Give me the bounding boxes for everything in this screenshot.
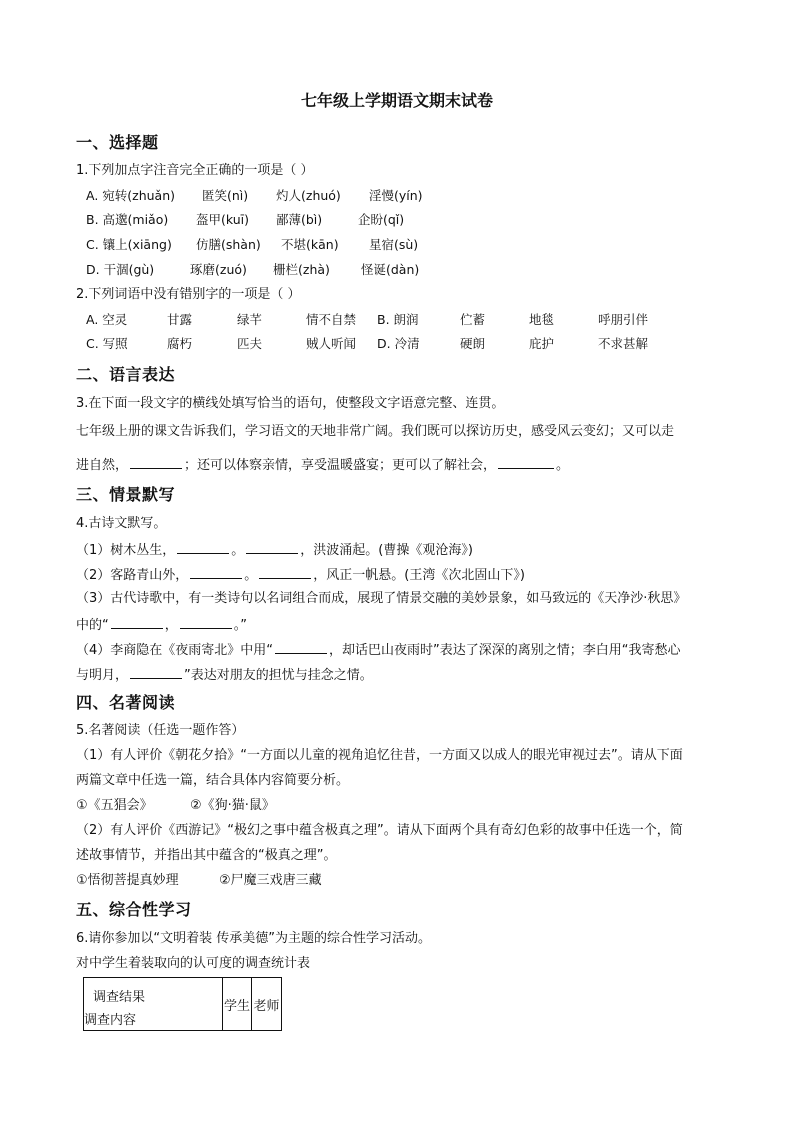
q5-line: （2）有人评价《西游记》“极幻之事中蕴含极真之理”。请从下面两个具有奇幻色彩的故事中任选一个，简	[76, 823, 683, 838]
q2-option: 贼人听闻	[306, 336, 357, 351]
q5-stem: 5.名著阅读（任选一题作答）	[76, 723, 245, 738]
q4-text: ，	[164, 618, 178, 633]
q2-option: 情不自禁	[306, 312, 357, 327]
answer-blank[interactable]	[275, 641, 327, 654]
q1-option: 淫慢(yín)	[369, 188, 423, 203]
q3-paragraph-line	[76, 456, 569, 474]
table-header-students: 学生	[223, 978, 252, 1031]
q5-choice: ①《五猖会》	[76, 798, 153, 813]
q3-text: 。	[556, 458, 570, 473]
q4-line	[76, 566, 525, 584]
q2-option: C. 写照	[86, 336, 128, 351]
answer-blank[interactable]	[111, 616, 163, 629]
q2-option: 匹夫	[237, 336, 263, 351]
q4-line	[76, 616, 247, 634]
q2-option: 庇护	[529, 336, 555, 351]
q5-line: 两篇文章中任选一篇，结合具体内容简要分析。	[76, 773, 350, 788]
q4-text: （1）树木丛生，	[76, 543, 176, 558]
survey-table	[83, 977, 282, 1031]
section-heading-comprehensive: 五、综合性学习	[76, 900, 192, 919]
q2-stem: 2.下列词语中没有错别字的一项是（ ）	[76, 287, 301, 302]
section-heading-expression: 二、语言表达	[76, 365, 176, 384]
q2-option: 不求甚解	[598, 336, 649, 351]
q1-option: 匿笑(nì)	[202, 188, 249, 203]
q4-text: （2）客路青山外，	[76, 568, 189, 583]
q1-option: 琢磨(zuó)	[190, 262, 247, 277]
q2-option: 腐朽	[167, 336, 193, 351]
section-heading-classics: 四、名著阅读	[76, 693, 176, 712]
q4-text: ，却话巴山夜雨时”表达了深深的离别之情；李白用“我寄愁心	[329, 643, 681, 658]
table-caption: 对中学生着装取向的认可度的调查统计表	[76, 956, 311, 971]
q5-choice: ②《狗·猫·鼠》	[190, 798, 275, 813]
section-heading-choice: 一、选择题	[76, 133, 159, 152]
q5-line: 述故事情节，并指出其中蕴含的“极真之理”。	[76, 848, 337, 863]
answer-blank[interactable]	[177, 541, 229, 554]
q4-line: （3）古代诗歌中，有一类诗句以名词组合而成，展现了情景交融的美妙景象，如马致远的《天净沙·秋思》	[76, 591, 687, 606]
q2-option: 地毯	[529, 312, 555, 327]
q1-option: 盔甲(kuī)	[196, 212, 250, 227]
answer-blank[interactable]	[180, 616, 232, 629]
answer-blank[interactable]	[130, 666, 182, 679]
q4-line	[76, 541, 473, 559]
q3-text: 进自然，	[76, 458, 129, 473]
q5-line: （1）有人评价《朝花夕拾》“一方面以儿童的视角追忆往昔，一方面又以成人的眼光审视过去”。请从下面	[76, 748, 683, 763]
answer-blank[interactable]	[246, 541, 298, 554]
table-header-teachers: 老师	[252, 978, 282, 1031]
q1-option: 怪诞(dàn)	[361, 262, 420, 277]
q1-option: 不堪(kān)	[281, 237, 339, 252]
q4-text: 中的“	[76, 618, 109, 633]
q1-option: 栅栏(zhà)	[273, 262, 330, 277]
q5-choice: ①悟彻菩提真妙理	[76, 873, 179, 888]
answer-blank[interactable]	[130, 456, 182, 469]
q1-option: 仿膳(shàn)	[196, 237, 261, 252]
q2-option: B. 朗润	[377, 312, 419, 327]
q6-stem: 6.请你参加以“文明着装 传承美德”为主题的综合性学习活动。	[76, 931, 432, 946]
q1-option: 企盼(qǐ)	[358, 212, 405, 227]
answer-blank[interactable]	[259, 566, 311, 579]
q1-option: 鄙薄(bì)	[276, 212, 323, 227]
table-header-content: 调查内容	[84, 1013, 137, 1028]
answer-blank[interactable]	[498, 456, 554, 469]
q1-option: B. 高邈(miǎo)	[86, 212, 169, 227]
q4-text: ，洪波涌起。(曹操《观沧海》)	[300, 543, 473, 558]
q1-option: A. 宛转(zhuǎn)	[86, 188, 176, 203]
q4-text: 。	[244, 568, 258, 583]
table-header-diagonal	[84, 978, 223, 1031]
q2-option: 呼朋引伴	[598, 312, 649, 327]
q4-text: （4）李商隐在《夜雨寄北》中用“	[76, 643, 274, 658]
q2-option: 甘露	[167, 312, 193, 327]
q2-option: 绿芊	[237, 312, 263, 327]
q1-option: D. 干涸(gù)	[86, 262, 155, 277]
q3-stem: 3.在下面一段文字的横线处填写恰当的语句，使整段文字语意完整、连贯。	[76, 396, 505, 411]
q4-text: 。	[231, 543, 245, 558]
q2-option: 伫蓄	[460, 312, 486, 327]
q4-text: 与明月，	[76, 668, 129, 683]
q2-option: 硬朗	[460, 336, 486, 351]
q1-stem: 1.下列加点字注音完全正确的一项是（ ）	[76, 163, 314, 178]
q2-option: D. 冷清	[377, 336, 420, 351]
table-header-results: 调查结果	[93, 990, 146, 1005]
page-title: 七年级上学期语文期末试卷	[300, 91, 493, 110]
q5-choice: ②尸魔三戏唐三藏	[219, 873, 322, 888]
q4-text: 。”	[233, 618, 248, 633]
q1-option: C. 镶上(xiāng)	[86, 237, 172, 252]
q4-text: ”表达对朋友的担忧与挂念之情。	[184, 668, 373, 683]
q1-option: 灼人(zhuó)	[276, 188, 341, 203]
q3-text: ；还可以体察亲情，享受温暖盛宴；更可以了解社会，	[184, 458, 497, 473]
q4-line	[76, 666, 373, 684]
answer-blank[interactable]	[190, 566, 242, 579]
q3-paragraph-line: 七年级上册的课文告诉我们，学习语文的天地非常广阔。我们既可以探访历史，感受风云变幻；又可以走	[76, 424, 675, 439]
q1-option: 星宿(sù)	[369, 237, 419, 252]
q4-line	[76, 641, 681, 659]
q4-stem: 4.古诗文默写。	[76, 516, 167, 531]
section-heading-recitation: 三、情景默写	[76, 485, 176, 504]
q2-option: A. 空灵	[86, 312, 128, 327]
q4-text: ，风正一帆悬。(王湾《次北固山下》)	[313, 568, 525, 583]
